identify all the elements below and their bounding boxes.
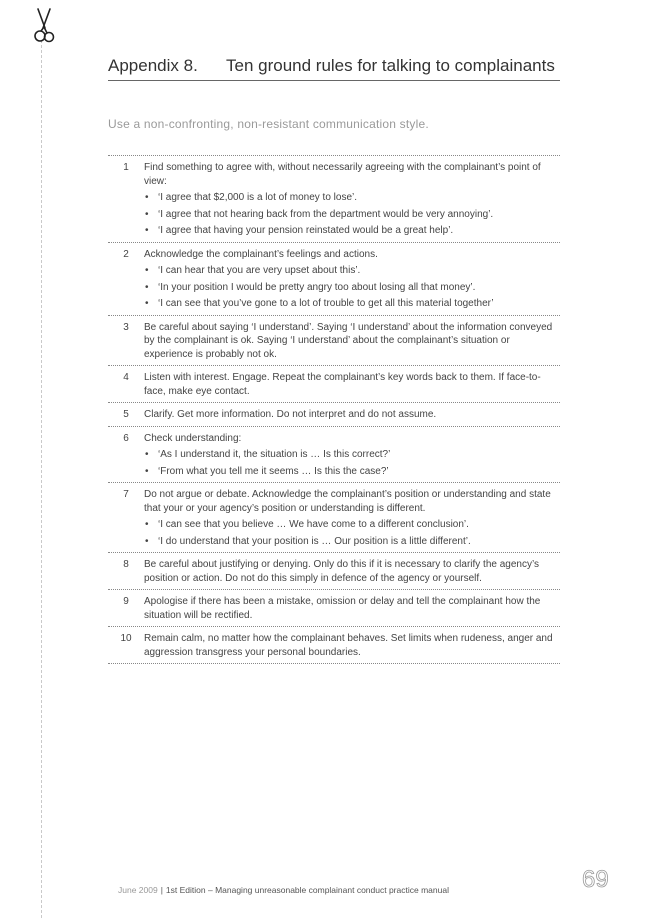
rule-bullet-item [144, 518, 560, 532]
rule-row [108, 156, 560, 243]
rule-body [144, 595, 560, 622]
rule-text: Acknowledge the complainant’s feelings and actions. [144, 248, 378, 260]
rule-number: 9 [123, 596, 129, 607]
rule-row [108, 590, 560, 627]
rule-text: Be careful about saying ‘I understand’. Saying ‘I understand’ about the information conveyed by the complainant is ok. Saying ‘I understand’ about the complainant’s situation or experience is probably not ok. [144, 321, 553, 360]
bullet-text: ‘I can see that you believe … We have come to a different conclusion’. [158, 519, 469, 530]
bullet-text: ‘I do understand that your position is … Our position is a little different’. [158, 535, 471, 547]
bullet-icon: • [145, 298, 149, 309]
page-number: 69 [582, 866, 609, 893]
rule-number: 4 [123, 372, 129, 383]
rule-row [108, 627, 560, 664]
rule-body [144, 488, 560, 548]
bullet-icon: • [145, 535, 149, 547]
rule-text: Find something to agree with, without necessarily agreeing with the complainant’s point of view: [144, 162, 541, 187]
bullet-text: ‘I can hear that you are very upset about this’. [158, 265, 361, 276]
bullet-text: ‘I agree that having your pension reinstated would be a great help’. [158, 225, 454, 236]
footer-text: 1st Edition – Managing unreasonable complainant conduct practice manual [165, 885, 449, 895]
rule-number: 5 [123, 409, 129, 420]
rule-row [108, 427, 560, 484]
rule-text: Listen with interest. Engage. Repeat the complainant’s key words back to them. If face-to-face, make eye contact. [144, 372, 541, 397]
rules-list [108, 155, 560, 664]
rule-row [108, 366, 560, 403]
rule-text: Be careful about justifying or denying. Only do this if it is necessary to clarify the agency’s position or action. Do not do this simply in defence of the agency or yourself. [144, 559, 540, 584]
rule-number: 2 [123, 248, 129, 260]
scissors-icon [30, 6, 58, 46]
rule-bullet-item [144, 281, 560, 295]
rule-body [144, 432, 560, 479]
rule-bullet-list [144, 264, 560, 311]
rule-body [144, 161, 560, 238]
rule-bullet-item [144, 191, 560, 205]
rule-text: Clarify. Get more information. Do not interpret and do not assume. [144, 409, 437, 420]
rule-text: Do not argue or debate. Acknowledge the complainant’s position or understanding and state that your or your agency’s position or understanding is different. [144, 489, 551, 514]
bullet-icon: • [145, 265, 149, 276]
bullet-text: ‘From what you tell me it seems … Is this the case?’ [158, 465, 389, 477]
bullet-icon: • [145, 519, 149, 530]
rule-row [108, 403, 560, 427]
rule-number: 10 [120, 633, 132, 644]
footer [118, 885, 449, 895]
rule-text: Apologise if there has been a mistake, omission or delay and tell the complainant how the situation will be rectified. [144, 596, 541, 621]
cut-line [41, 40, 42, 918]
bullet-icon: • [145, 208, 149, 220]
bullet-icon: • [145, 465, 149, 477]
rule-bullet-item [144, 535, 560, 549]
intro-text: Use a non-confronting, non-resistant communication style. [108, 117, 429, 131]
bullet-icon: • [145, 449, 149, 460]
rule-bullet-item [144, 448, 560, 462]
bullet-text: ‘I agree that not hearing back from the department would be very annoying’. [158, 208, 494, 220]
rule-text: Remain calm, no matter how the complainant behaves. Set limits when rudeness, anger and aggression transgress your personal boundaries. [144, 633, 553, 658]
rule-bullet-item [144, 465, 560, 479]
rule-body [144, 321, 560, 362]
bullet-text: ‘I can see that you’ve gone to a lot of trouble to get all this material together’ [158, 298, 494, 309]
rule-number: 1 [123, 162, 129, 173]
rule-bullet-item [144, 208, 560, 222]
bullet-icon: • [145, 225, 149, 236]
rule-bullet-list [144, 448, 560, 478]
footer-date: June 2009 [118, 885, 158, 895]
rule-body [144, 408, 560, 422]
rule-bullet-list [144, 191, 560, 238]
rule-number: 7 [123, 489, 129, 500]
bullet-text: ‘I agree that $2,000 is a lot of money to lose’. [158, 192, 358, 203]
rule-body [144, 632, 560, 659]
rule-body [144, 371, 560, 398]
bullet-icon: • [145, 192, 149, 203]
rule-row [108, 553, 560, 590]
rule-number: 3 [123, 321, 129, 333]
rule-row [108, 316, 560, 367]
rule-bullet-item [144, 264, 560, 278]
rule-bullet-item [144, 224, 560, 238]
bullet-icon: • [145, 281, 149, 293]
rule-text: Check understanding: [144, 432, 242, 444]
title-text: Ten ground rules for talking to complainants [226, 56, 555, 75]
appendix-label: Appendix 8. [108, 56, 198, 75]
rule-number: 6 [123, 432, 129, 444]
rule-row [108, 483, 560, 553]
rule-row [108, 243, 560, 316]
rule-bullet-list [144, 518, 560, 548]
rule-body [144, 558, 560, 585]
rule-body [144, 248, 560, 311]
rule-number: 8 [123, 559, 129, 570]
bullet-text: ‘As I understand it, the situation is … Is this correct?’ [158, 449, 391, 460]
rule-bullet-item [144, 297, 560, 311]
page-title [108, 56, 560, 81]
footer-separator: | [160, 885, 163, 895]
bullet-text: ‘In your position I would be pretty angry too about losing all that money’. [158, 281, 476, 293]
